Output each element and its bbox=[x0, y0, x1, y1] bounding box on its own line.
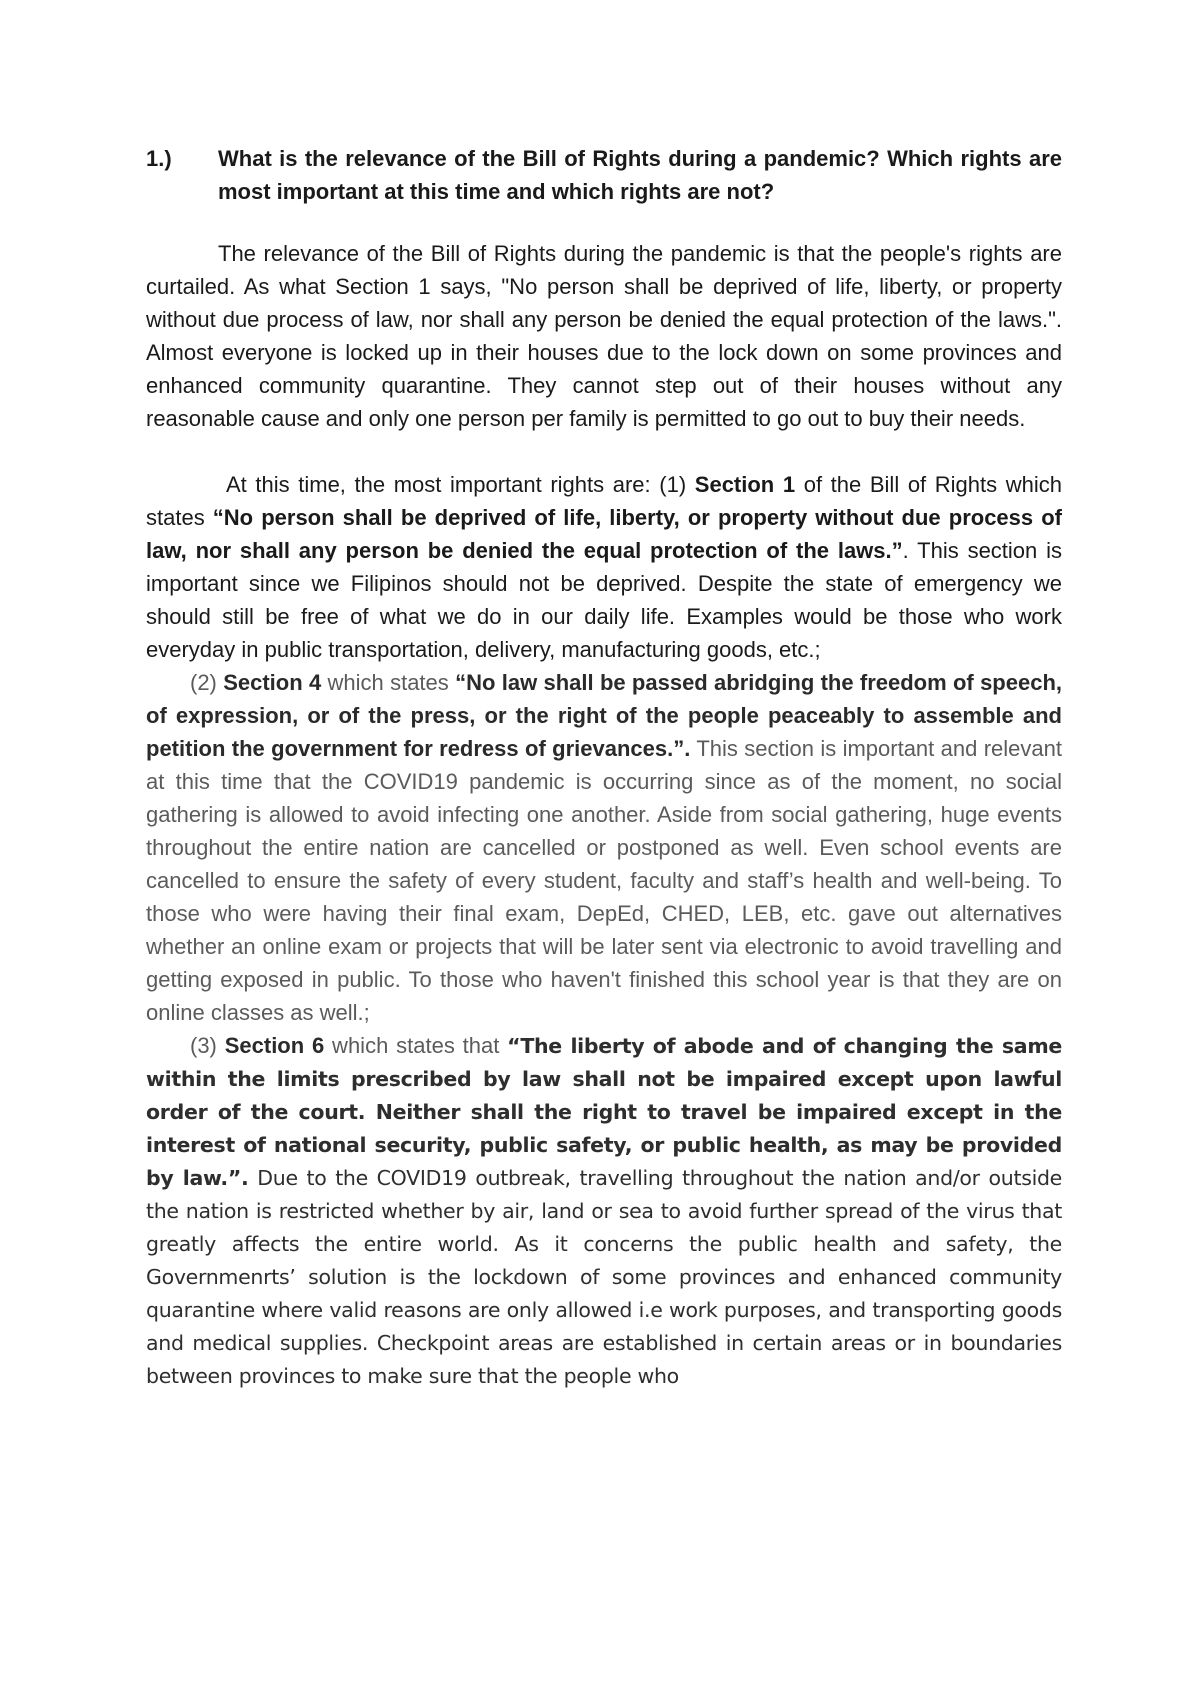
section-1-label: Section 1 bbox=[694, 472, 796, 497]
section-6-quote: “The liberty of abode and of changing the same within the limits prescribed by law shall not be impaired except upon lawful order of the court. Neither shall the right to travel be impaired except in the interest of national security, public safety, or public health, as may be provided by law.”. bbox=[146, 1034, 1062, 1190]
section-1-mid: of the Bill of Rights which states bbox=[146, 472, 1062, 530]
section-1-body: . This section is important since we Filipinos should not be deprived. Despite the state of emergency we should still be free of what we do in our daily life. Examples would be those who work everyday in public transportation, delivery, manufacturing goods, etc.; bbox=[146, 538, 1062, 662]
section-6-label: Section 6 bbox=[224, 1033, 325, 1058]
section-6-mid: which states that bbox=[324, 1033, 508, 1058]
section-4-quote: “No law shall be passed abridging the freedom of speech, of expression, or of the press, or the right of the people peaceably to assemble and petition the government for redress of grievances.”. bbox=[146, 670, 1063, 761]
section-6-intro: (3) bbox=[190, 1033, 225, 1058]
section-1-quote: “No person shall be deprived of life, liberty, or property without due process of law, nor shall any person be denied the equal protection of the laws.” bbox=[146, 505, 1062, 563]
paragraph-section-1 bbox=[146, 468, 1062, 666]
question-heading bbox=[146, 142, 1062, 208]
question-text: What is the relevance of the Bill of Rights during a pandemic? Which rights are most important at this time and which rights are not? bbox=[218, 146, 1062, 204]
section-6-prefix bbox=[190, 1033, 507, 1058]
document-body bbox=[146, 142, 1062, 1393]
section-4-label: Section 4 bbox=[223, 670, 322, 695]
section-4-body: This section is important and relevant at this time that the COVID19 pandemic is occurring since as of the moment, no social gathering is allowed to avoid infecting one another. Aside from social gathering, huge events throughout the entire nation are cancelled or postponed as well. Even school events are cancelled to ensure the safety of every student, faculty and staff’s health and well-being. To those who were having their final exam, DepEd, CHED, LEB, etc. gave out alternatives whether an online exam or projects that will be later sent via electronic to avoid travelling and getting exposed in public. To those who haven't finished this school year is that they are on online classes as well.; bbox=[146, 736, 1062, 1025]
paragraph-section-6 bbox=[146, 1029, 1062, 1393]
section-4-mid: which states bbox=[321, 670, 456, 695]
section-4-intro: (2) bbox=[190, 670, 224, 695]
section-6-body: Due to the COVID19 outbreak, travelling throughout the nation and/or outside the nation is restricted whether by air, land or sea to avoid further spread of the virus that greatly affects the entire world. As it concerns the public health and safety, the Governmenrts’ solution is the lockdown of some provinces and enhanced community quarantine where valid reasons are only allowed i.e work purposes, and transporting goods and medical supplies. Checkpoint areas are established in certain areas or in boundaries between provinces to make sure that the people who bbox=[146, 1166, 1062, 1388]
paragraph-section-4 bbox=[146, 666, 1062, 1029]
question-number: 1.) bbox=[146, 146, 172, 171]
paragraph-relevance: The relevance of the Bill of Rights during the pandemic is that the people's rights are curtailed. As what Section 1 says, "No person shall be deprived of life, liberty, or property without due process of law, nor shall any person be denied the equal protection of the laws.". Almost everyone is locked up in their houses due to the lock down on some provinces and enhanced community quarantine. They cannot step out of their houses without any reasonable cause and only one person per family is permitted to go out to buy their needs. bbox=[146, 241, 1062, 431]
section-1-intro: At this time, the most important rights are: (1) bbox=[226, 472, 695, 497]
